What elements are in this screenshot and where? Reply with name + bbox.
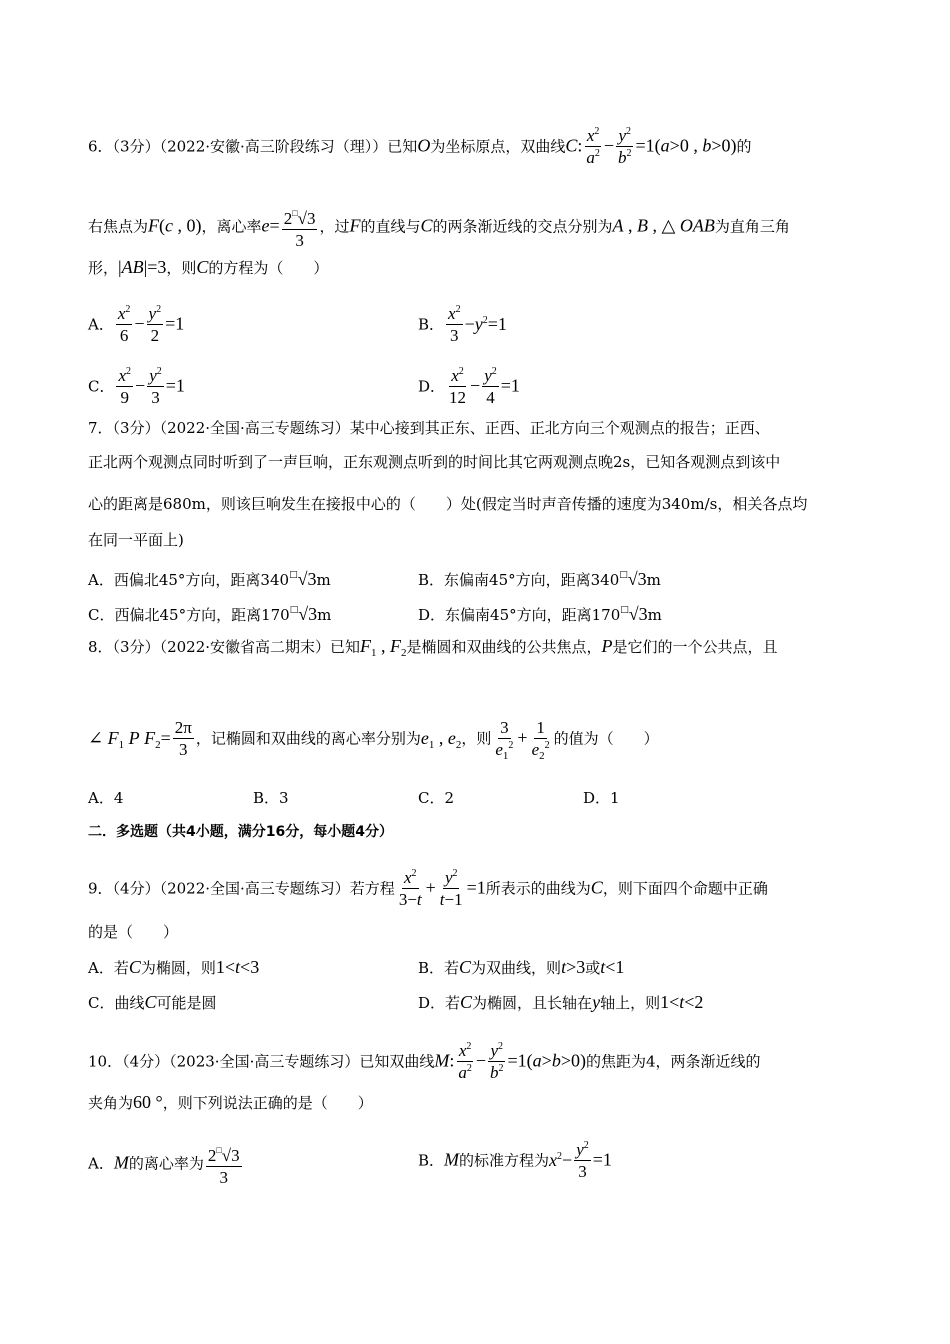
q10-option-a[interactable]: A．M的离心率为 $\frac{2^□√3}{3}$: [88, 1140, 244, 1189]
q6-option-b[interactable]: B． $\frac{x^2}{3}$ $-y^2=1$: [418, 304, 507, 345]
q6-line3: 形，|AB|=3，则C的方程为（ ）: [88, 257, 329, 277]
q8-line1: 8．（3分）（2022·安徽省高二期末）已知$F_1$ , $F_2$是椭圆和双曲线的公共焦点，P是它们的一个公共点，且: [88, 636, 778, 659]
q7-line1: 7．（3分）（2022·全国·高三专题练习）某中心接到其正东、正西、正北方向三个观测点的报告；正西、: [88, 419, 770, 437]
q6-line1: 6．（3分）（2022·安徽·高三阶段练习（理））已知O为坐标原点，双曲线C: $\frac{x^2}{a^2}$ − $\frac{y^2}{b^2}$ =1(a>0 , b>0)的: [88, 126, 752, 167]
q9-option-a[interactable]: A．若C为椭圆，则1<t<3: [88, 957, 260, 977]
fraction: $\frac{x^2}{a^2}$: [586, 126, 600, 167]
q7-option-a[interactable]: A．西偏北45°方向，距离340□√3m: [88, 569, 331, 589]
q9-line1: 9．（4分）（2022·全国·高三专题练习）若方程 $\frac{x^2}{3-t}$ + $\frac{y^2}{t-1}$ =1所表示的曲线为C，则下面四个命题中正确: [88, 868, 768, 909]
q9-option-c[interactable]: C．曲线C可能是圆: [88, 992, 217, 1012]
q8-line2: ∠ $F_1$ P $F_2=$ $\frac{2\pi}{3}$ ，记椭圆和双曲线的离心率分别为$e_1$ , $e_2$，则 $\frac{3}{e_1^2}$ + $\frac{1}{e_2^2}$ 的值为（ ）: [88, 718, 659, 762]
q6-line2: 右焦点为F(c , 0)，离心率e= $\frac{2^□√3}{3}$ ，过F的直线与C的两条渐近线的交点分别为A , B , △ OAB为直角三角: [88, 203, 790, 252]
q6-option-a[interactable]: A． $\frac{x^2}{6}$ − $\frac{y^2}{2}$ =1: [88, 304, 185, 345]
q10-line1: 10．（4分）（2023·全国·高三专题练习）已知双曲线M: $\frac{x^2}{a^2}$ − $\frac{y^2}{b^2}$ =1(a>b>0)的焦距为4，两条渐近线的: [88, 1041, 761, 1082]
q9-option-d[interactable]: D．若C为椭圆，且长轴在y轴上，则1<t<2: [418, 992, 704, 1012]
q9-option-b[interactable]: B．若C为双曲线，则t>3或t<1: [418, 957, 625, 977]
q8-option-d[interactable]: D．1: [583, 789, 620, 807]
q7-option-b[interactable]: B．东偏南45°方向，距离340□√3m: [418, 569, 661, 589]
q7-option-d[interactable]: D．东偏南45°方向，距离170□√3m: [418, 604, 662, 624]
q9-line2: 的是（ ）: [88, 923, 179, 941]
q7-line3: 心的距离是680m，则该巨响发生在接报中心的（ ）处(假定当时声音传播的速度为340m/s，相关各点均: [88, 495, 808, 513]
q6-option-c[interactable]: C． $\frac{x^2}{9}$ − $\frac{y^2}{3}$ =1: [88, 366, 185, 407]
q8-option-b[interactable]: B．3: [253, 789, 289, 807]
q7-option-c[interactable]: C．西偏北45°方向，距离170□√3m: [88, 604, 332, 624]
q10-line2: 夹角为60 °，则下列说法正确的是（ ）: [88, 1092, 373, 1112]
q10-option-b[interactable]: B．M的标准方程为$x^2-$ $\frac{y^2}{3}$ =1: [418, 1140, 612, 1181]
q7-line2: 正北两个观测点同时听到了一声巨响，正东观测点听到的时间比其它两观测点晚2s，已知各观测点到该中: [88, 453, 781, 471]
section-heading: 二．多选题（共4小题，满分16分，每小题4分）: [88, 824, 393, 840]
q8-option-c[interactable]: C．2: [418, 789, 455, 807]
q8-option-a[interactable]: A．4: [88, 789, 124, 807]
q7-line4: 在同一平面上): [88, 531, 184, 549]
q6-option-d[interactable]: D． $\frac{x^2}{12}$ − $\frac{y^2}{4}$ =1: [418, 366, 520, 407]
